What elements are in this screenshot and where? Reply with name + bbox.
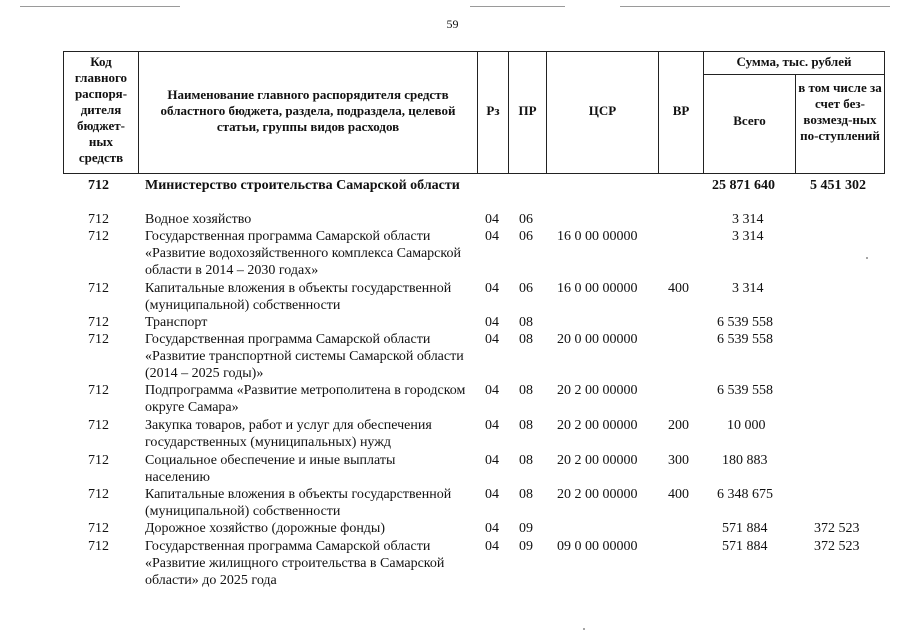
cell-total: 3 314 [732, 281, 764, 296]
cell-total: 10 000 [727, 418, 766, 433]
cell-name: Министерство строительства Самарской области [145, 178, 460, 193]
cell-pr: 09 [519, 521, 533, 536]
cell-name: Социальное обеспечение и иные выплаты населению [145, 453, 396, 485]
cell-csr: 20 2 00 00000 [557, 383, 638, 398]
cell-rz: 04 [485, 539, 499, 554]
header-pr: ПР [518, 103, 537, 118]
scan-artifact-line [20, 6, 180, 7]
cell-pr: 08 [519, 383, 533, 398]
cell-code: 712 [88, 453, 109, 468]
cell-rz: 04 [485, 315, 499, 330]
scan-artifact-line [470, 6, 565, 7]
cell-gratuitous: 372 523 [814, 539, 860, 554]
header-csr: ЦСР [588, 103, 617, 118]
cell-rz: 04 [485, 418, 499, 433]
cell-total: 6 348 675 [717, 487, 773, 502]
cell-name: Государственная программа Самарской области «Развитие водохозяйственного комплекса Самарской области в 2014 – 2030 годах» [145, 229, 461, 278]
cell-pr: 08 [519, 315, 533, 330]
cell-pr: 06 [519, 212, 533, 227]
cell-total: 6 539 558 [717, 383, 773, 398]
cell-total: 6 539 558 [717, 315, 773, 330]
cell-pr: 08 [519, 453, 533, 468]
cell-total: 571 884 [722, 521, 768, 536]
cell-total: 571 884 [722, 539, 768, 554]
scan-artifact-line [620, 6, 890, 7]
cell-total: 3 314 [732, 229, 764, 244]
cell-vr: 400 [668, 487, 689, 502]
header-name: Наименование главного распорядителя средств областного бюджета, раздела, подраздела, целевой статьи, группы видов расходов [160, 87, 456, 134]
cell-pr: 08 [519, 332, 533, 347]
scan-speck [866, 257, 868, 259]
cell-name: Закупка товаров, работ и услуг для обеспечения государственных (муниципальных) нужд [145, 418, 432, 450]
cell-name: Дорожное хозяйство (дорожные фонды) [145, 521, 386, 536]
cell-code: 712 [88, 487, 109, 502]
cell-vr: 400 [668, 281, 689, 296]
cell-vr: 200 [668, 418, 689, 433]
page-number: 59 [446, 17, 459, 31]
cell-vr: 300 [668, 453, 689, 468]
cell-code: 712 [88, 521, 109, 536]
cell-name: Транспорт [145, 315, 208, 330]
cell-rz: 04 [485, 281, 499, 296]
cell-csr: 09 0 00 00000 [557, 539, 638, 554]
cell-code: 712 [88, 332, 109, 347]
cell-pr: 08 [519, 418, 533, 433]
cell-csr: 20 2 00 00000 [557, 487, 638, 502]
cell-csr: 20 0 00 00000 [557, 332, 638, 347]
cell-pr: 09 [519, 539, 533, 554]
header-vr: ВР [672, 103, 690, 118]
header-sum: Сумма, тыс. рублей [736, 54, 852, 69]
cell-code: 712 [88, 418, 109, 433]
cell-csr: 20 2 00 00000 [557, 453, 638, 468]
cell-name: Подпрограмма «Развитие метрополитена в городском округе Самара» [145, 383, 466, 415]
scan-speck [583, 628, 585, 630]
cell-csr: 16 0 00 00000 [557, 281, 638, 296]
cell-gratuitous: 5 451 302 [810, 178, 866, 193]
cell-code: 712 [88, 281, 109, 296]
cell-rz: 04 [485, 229, 499, 244]
header-gratuitous: в том числе за счет без-возмезд-ных по-ступлений [798, 80, 882, 143]
cell-rz: 04 [485, 212, 499, 227]
cell-name: Государственная программа Самарской области «Развитие жилищного строительства в Самарской области» до 2025 года [145, 539, 445, 588]
cell-name: Капитальные вложения в объекты государственной (муниципальной) собственности [145, 281, 452, 313]
cell-total: 25 871 640 [712, 178, 775, 193]
cell-rz: 04 [485, 487, 499, 502]
cell-code: 712 [88, 178, 109, 193]
cell-gratuitous: 372 523 [814, 521, 860, 536]
cell-total: 3 314 [732, 212, 764, 227]
cell-csr: 20 2 00 00000 [557, 418, 638, 433]
cell-name: Государственная программа Самарской области «Развитие транспортной системы Самарской области (2014 – 2025 годы)» [145, 332, 464, 381]
cell-pr: 08 [519, 487, 533, 502]
cell-name: Водное хозяйство [145, 212, 252, 227]
header-total: Всего [733, 113, 766, 128]
cell-name: Капитальные вложения в объекты государственной (муниципальной) собственности [145, 487, 452, 519]
cell-rz: 04 [485, 332, 499, 347]
cell-rz: 04 [485, 383, 499, 398]
header-code: Код главного распоря-дителя бюджет-ных средств [74, 54, 128, 165]
header-rz: Рз [486, 103, 500, 118]
cell-total: 6 539 558 [717, 332, 773, 347]
cell-total: 180 883 [722, 453, 768, 468]
cell-pr: 06 [519, 281, 533, 296]
cell-code: 712 [88, 212, 109, 227]
cell-csr: 16 0 00 00000 [557, 229, 638, 244]
cell-code: 712 [88, 229, 109, 244]
cell-rz: 04 [485, 453, 499, 468]
cell-code: 712 [88, 315, 109, 330]
cell-code: 712 [88, 539, 109, 554]
cell-rz: 04 [485, 521, 499, 536]
cell-code: 712 [88, 383, 109, 398]
cell-pr: 06 [519, 229, 533, 244]
